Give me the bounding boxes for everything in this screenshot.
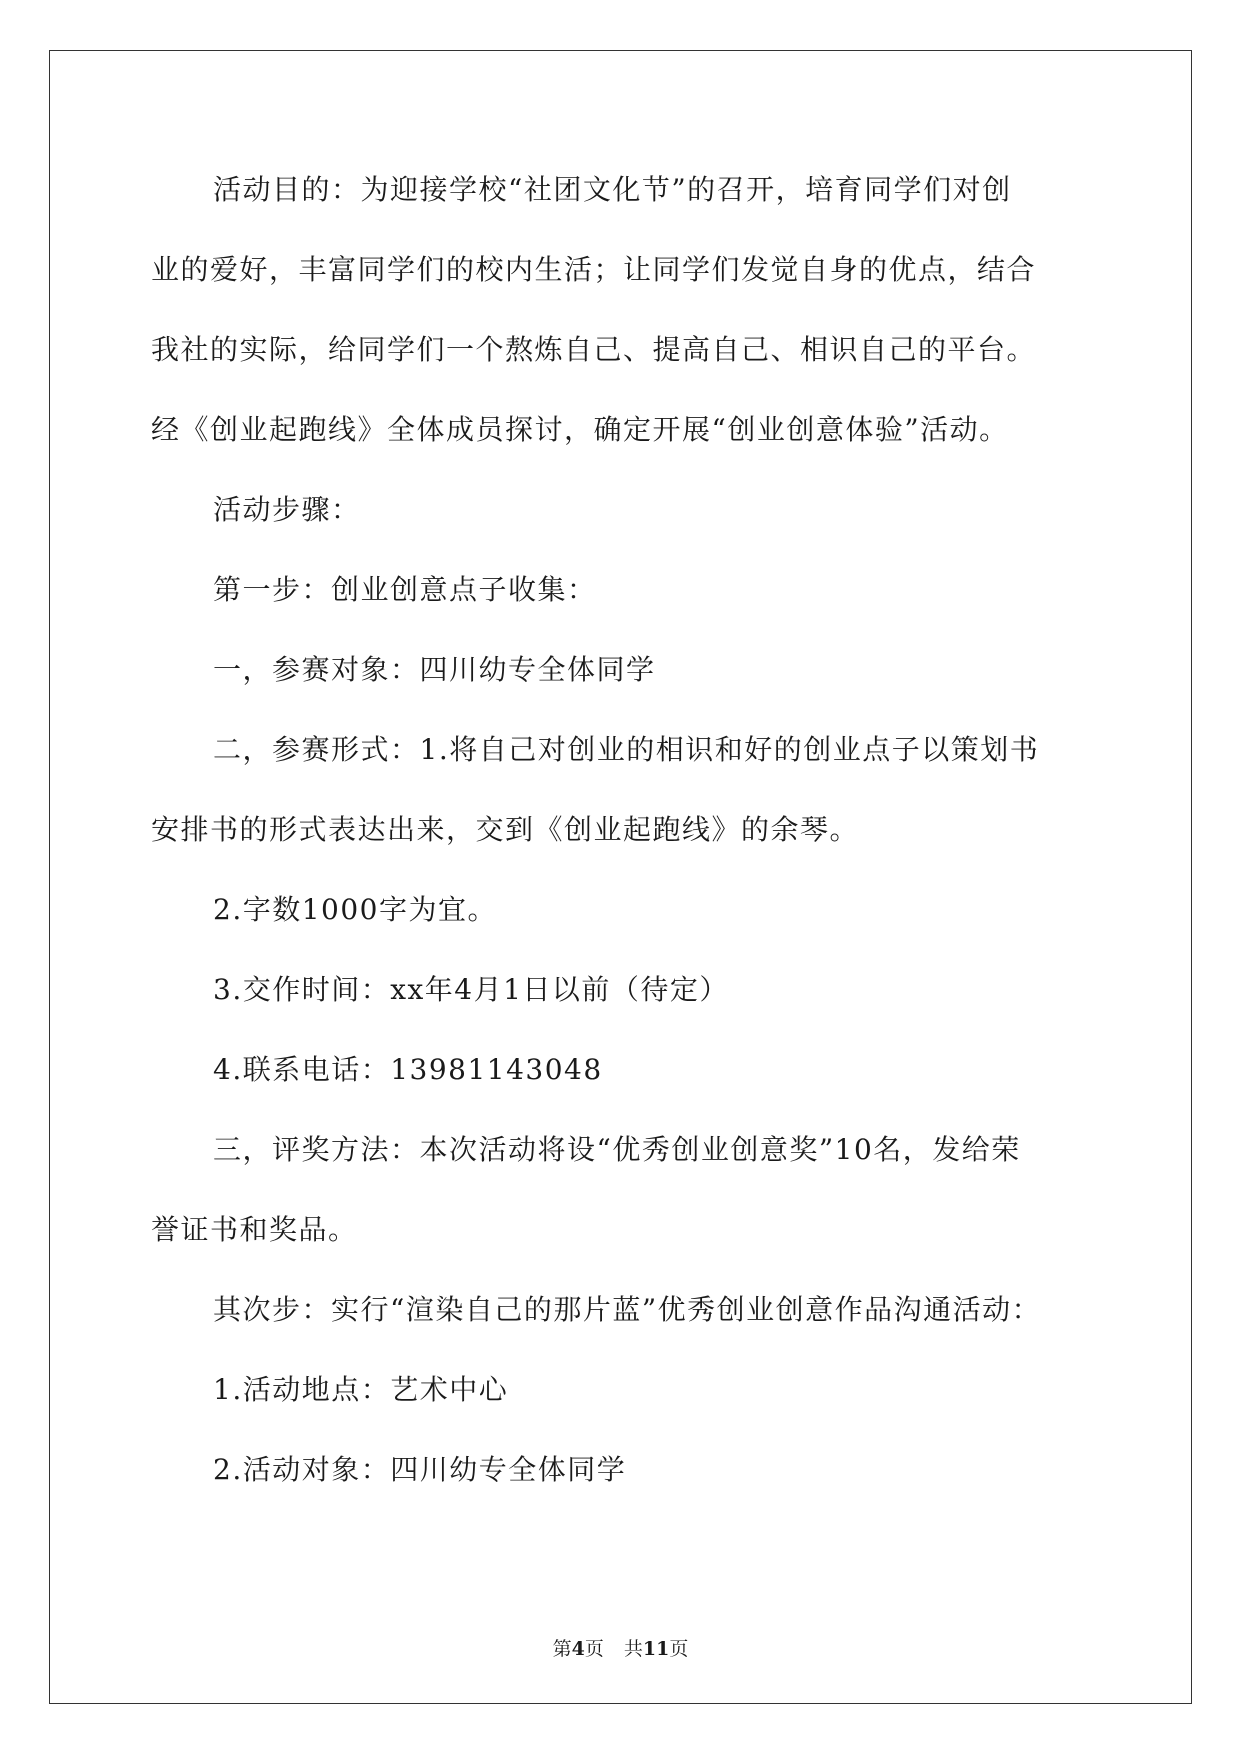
section-heading: 活动步骤： <box>213 493 361 526</box>
paragraph-line: 誉证书和奖品。 <box>151 1213 358 1246</box>
list-item: 2.字数1000字为宜。 <box>213 893 497 926</box>
list-item: 1.活动地点：艺术中心 <box>213 1373 509 1406</box>
list-item: 4.联系电话：13981143048 <box>213 1053 603 1086</box>
total-suffix: 页 <box>669 1638 689 1660</box>
page-suffix: 页 <box>584 1638 604 1660</box>
page-prefix: 第 <box>552 1638 572 1660</box>
list-item: 2.活动对象：四川幼专全体同学 <box>213 1453 627 1486</box>
list-item: 3.交作时间：xx年4月1日以前（待定） <box>213 973 729 1006</box>
paragraph-line: 活动目的：为迎接学校“社团文化节”的召开，培育同学们对创 <box>213 173 1012 206</box>
paragraph-line: 安排书的形式表达出来，交到《创业起跑线》的余琴。 <box>151 813 860 846</box>
paragraph-line: 业的爱好，丰富同学们的校内生活；让同学们发觉自身的优点，结合 <box>151 253 1037 286</box>
list-item: 二，参赛形式：1.将自己对创业的相识和好的创业点子以策划书 <box>213 733 1040 766</box>
total-pages: 11 <box>642 1638 670 1660</box>
step-heading: 第一步：创业创意点子收集： <box>213 573 597 606</box>
list-item: 三，评奖方法：本次活动将设“优秀创业创意奖”10名，发给荣 <box>213 1133 1021 1166</box>
list-item: 一，参赛对象：四川幼专全体同学 <box>213 653 656 686</box>
page-footer <box>0 1636 1241 1662</box>
step-heading: 其次步：实行“渲染自己的那片蓝”优秀创业创意作品沟通活动： <box>213 1293 1042 1326</box>
page-number: 4 <box>571 1638 585 1660</box>
total-prefix: 共 <box>623 1638 643 1660</box>
document-body <box>151 150 1086 1510</box>
paragraph-line: 我社的实际，给同学们一个熬炼自己、提高自己、相识自己的平台。 <box>151 333 1037 366</box>
paragraph-line: 经《创业起跑线》全体成员探讨，确定开展“创业创意体验”活动。 <box>151 413 1009 446</box>
